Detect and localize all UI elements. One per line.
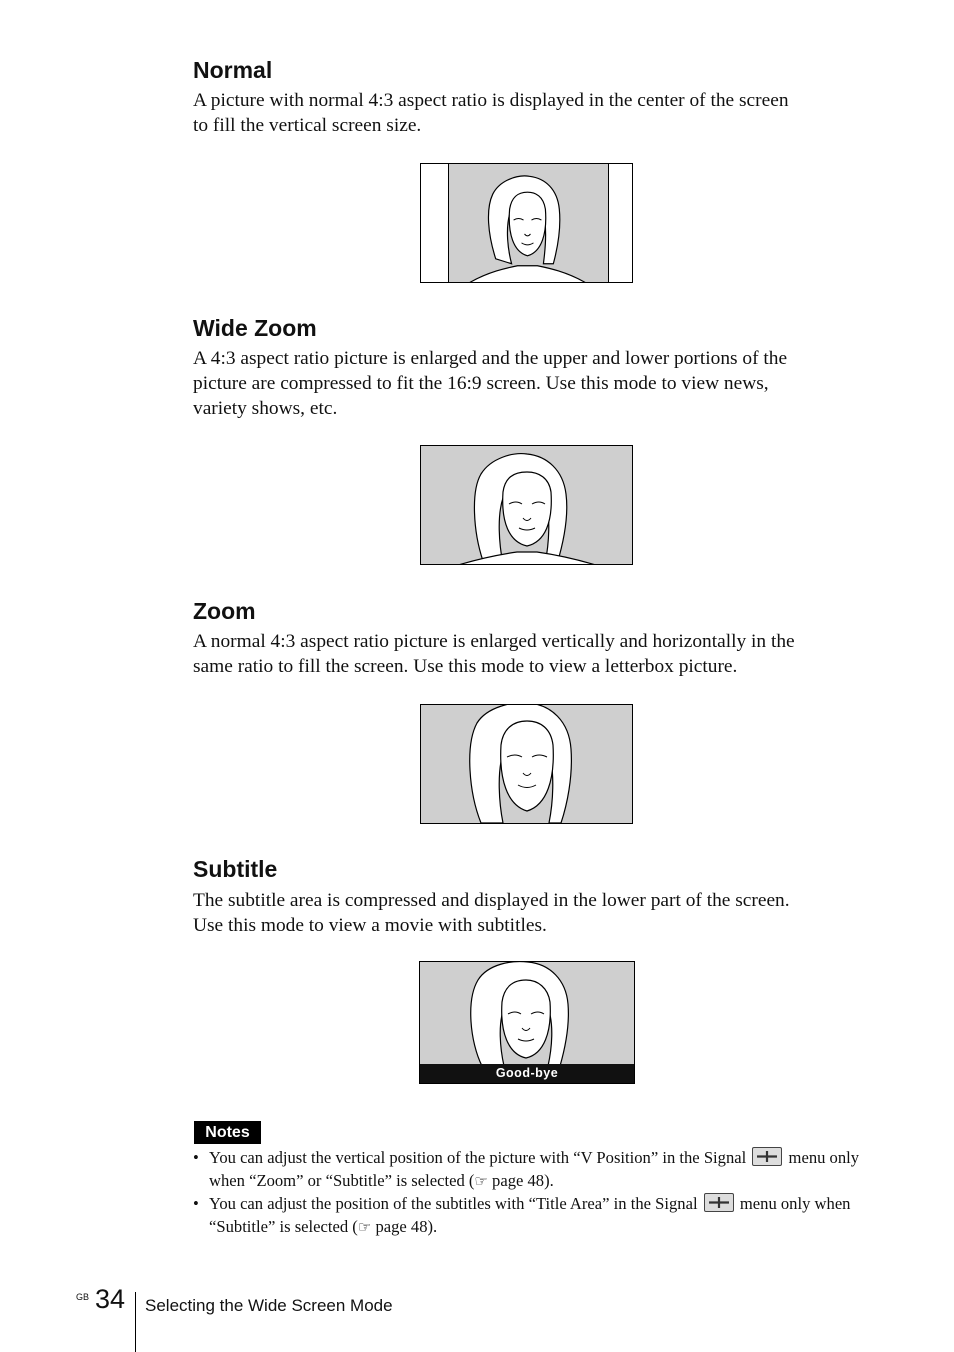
note-item: • You can adjust the vertical position of the picture with “V Position” in the Signal menu only when “Zoom” or “Subtitle” is selected (☞ page 48). bbox=[193, 1148, 860, 1190]
figure-subtitle bbox=[419, 961, 635, 1084]
subtitle-caption: Good-bye bbox=[420, 1064, 634, 1083]
paragraph-subtitle: The subtitle area is compressed and displayed in the lower part of the screen. Use this mode to view a movie with subtitles. bbox=[193, 890, 790, 936]
woman-face-illustration bbox=[448, 164, 607, 283]
footer-section-title: Selecting the Wide Screen Mode bbox=[145, 1296, 393, 1315]
figure-wide-zoom bbox=[420, 445, 633, 565]
woman-face-illustration bbox=[421, 446, 633, 565]
heading-zoom: Zoom bbox=[193, 598, 256, 624]
notes-list bbox=[193, 1147, 863, 1239]
paragraph-normal: A picture with normal 4:3 aspect ratio is displayed in the center of the screen to fill the vertical screen size. bbox=[193, 90, 789, 136]
paragraph-zoom: A normal 4:3 aspect ratio picture is enlarged vertically and horizontally in the same ratio to fill the screen. Use this mode to view a letterbox picture. bbox=[193, 631, 795, 677]
woman-face-illustration bbox=[421, 705, 633, 824]
heading-subtitle: Subtitle bbox=[193, 856, 278, 882]
woman-face-illustration bbox=[420, 962, 635, 1066]
figure-normal bbox=[420, 163, 633, 283]
signal-menu-icon bbox=[752, 1147, 782, 1166]
page-reference-icon: ☞ bbox=[474, 1173, 488, 1190]
paragraph-wide-zoom: A 4:3 aspect ratio picture is enlarged and the upper and lower portions of the picture are compressed to fit the 16:9 screen. Use this mode to view news, variety shows, etc. bbox=[193, 348, 788, 419]
signal-menu-icon bbox=[704, 1193, 734, 1212]
heading-normal: Normal bbox=[193, 57, 273, 83]
note-item: • You can adjust the position of the subtitles with “Title Area” in the Signal menu only when “Subtitle” is selected (☞ page 48). bbox=[193, 1194, 851, 1236]
page-reference-icon: ☞ bbox=[357, 1219, 372, 1236]
notes-label: Notes bbox=[194, 1121, 261, 1144]
heading-wide-zoom: Wide Zoom bbox=[193, 315, 317, 341]
footer-language-code: GB bbox=[76, 1292, 90, 1302]
footer-divider bbox=[135, 1292, 136, 1352]
figure-zoom bbox=[420, 704, 633, 824]
page-number: 34 bbox=[95, 1284, 126, 1314]
